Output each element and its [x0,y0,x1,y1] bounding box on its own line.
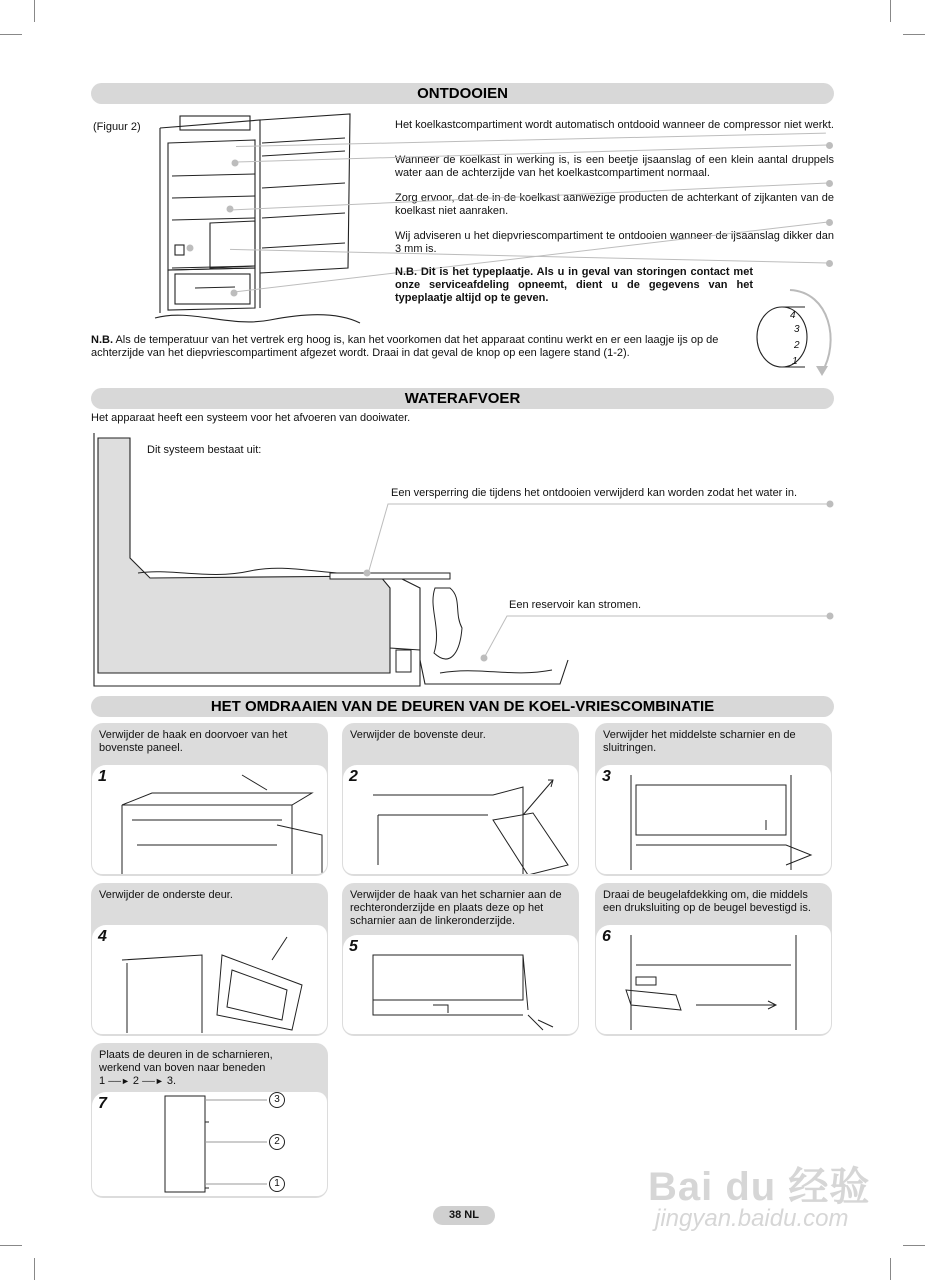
step-text: Verwijder het middelste scharnier en de sluitringen. [603,729,796,754]
step-illustration [343,935,578,1034]
defrost-note [91,334,746,360]
step-text-line1: Plaats de deuren in de scharnieren, [99,1049,273,1061]
crop-mark [890,0,891,22]
step-sequence: 1 ──► 2 ──► 3. [99,1075,177,1087]
step-number: 5 [349,938,358,955]
step-card-2 [342,723,579,876]
typeplate-note: N.B. Dit is het typeplaatje. Als u in geval van storingen contact met onze serviceafdeling opneemt, dient u de gegevens van het typeplaatje altijd op te geven. [395,266,753,304]
crop-mark [890,1258,891,1280]
dial-mark-3: 3 [794,324,800,335]
defrost-paragraph-1: Het koelkastcompartiment wordt automatisch ontdooid wanneer de compressor niet werkt. [395,119,834,131]
step-text-line2: werkend van boven naar beneden [99,1062,266,1074]
crop-mark [0,1245,22,1246]
defrost-paragraph-3: Zorg ervoor, dat de in de koelkast aanwezige producten de achterkant of zijkanten van de koelkast niet aanraken. [395,192,834,217]
section-title-defrost: ONTDOOIEN [91,83,834,104]
figure-label: (Figuur 2) [93,121,141,133]
callout-2: 2 [269,1134,285,1150]
step-illustration [92,925,327,1034]
step-number: 7 [98,1095,107,1112]
drain-item-barrier: Een versperring die tijdens het ontdooien verwijderd kan worden zodat het water in. [391,487,798,499]
step-number: 4 [98,928,107,945]
step-illustration [92,1092,327,1196]
step-card-3 [595,723,832,876]
step-card-4 [91,883,328,1036]
note-text: Als de temperatuur van het vertrek erg hoog is, kan het voorkomen dat het apparaat continu werkt en er een laagje ijs op de achterzijde van het diepvriescompartiment afgezet wordt. Draai in dat geval de knop op een lagere stand (1-2). [91,334,719,359]
section-title-drain: WATERAFVOER [91,388,834,409]
step-illustration [596,925,831,1034]
step-card-7 [91,1043,328,1198]
step-illustration [92,765,327,874]
crop-mark [903,34,925,35]
drain-system-diagram [90,428,835,690]
step-number: 6 [602,928,611,945]
crop-mark [903,1245,925,1246]
step-card-6 [595,883,832,1036]
crop-mark [0,34,22,35]
crop-mark [34,1258,35,1280]
defrost-paragraph-4: Wij adviseren u het diepvriescompartiment te ontdooien wanneer de ijsaanslag dikker dan 3 mm is. [395,230,834,255]
step-text: Verwijder de bovenste deur. [350,729,486,741]
step-number: 2 [349,768,358,785]
dial-mark-2: 2 [794,340,800,351]
drain-system-label: Dit systeem bestaat uit: [147,444,262,456]
step-text: Verwijder de haak van het scharnier aan de rechteronderzijde en plaats deze op het scharnier aan de linkeronderzijde. [350,889,562,927]
step-number: 3 [602,768,611,785]
thermostat-dial [750,282,840,377]
step-text: Verwijder de haak en doorvoer van het bovenste paneel. [99,729,288,754]
step-text [99,1049,324,1088]
callout-3: 3 [269,1092,285,1108]
dial-mark-1: 1 [792,356,798,367]
watermark-logo: Bai du 经验 [648,1165,871,1209]
step-number: 1 [98,768,107,785]
step-text: Verwijder de onderste deur. [99,889,233,901]
drain-intro: Het apparaat heeft een systeem voor het afvoeren van dooiwater. [91,412,411,424]
note-prefix: N.B. [91,334,113,346]
page-number: 38 NL [433,1206,495,1225]
step-illustration [596,765,831,874]
step-illustration [343,765,578,874]
drain-item-reservoir: Een reservoir kan stromen. [509,599,642,611]
dial-mark-4: 4 [790,310,796,321]
step-card-5 [342,883,579,1036]
defrost-paragraph-2: Wanneer de koelkast in werking is, is een beetje ijsaanslag of een klein aantal druppels water aan de achterzijde van het koelkastcompartiment normaal. [395,154,834,179]
step-card-1 [91,723,328,876]
crop-mark [34,0,35,22]
step-text: Draai de beugelafdekking om, die middels een druksluiting op de beugel bevestigd is. [603,889,811,914]
watermark-url: jingyan.baidu.com [655,1205,849,1232]
section-title-doors: HET OMDRAAIEN VAN DE DEUREN VAN DE KOEL-VRIESCOMBINATIE [91,696,834,717]
callout-1: 1 [269,1176,285,1192]
